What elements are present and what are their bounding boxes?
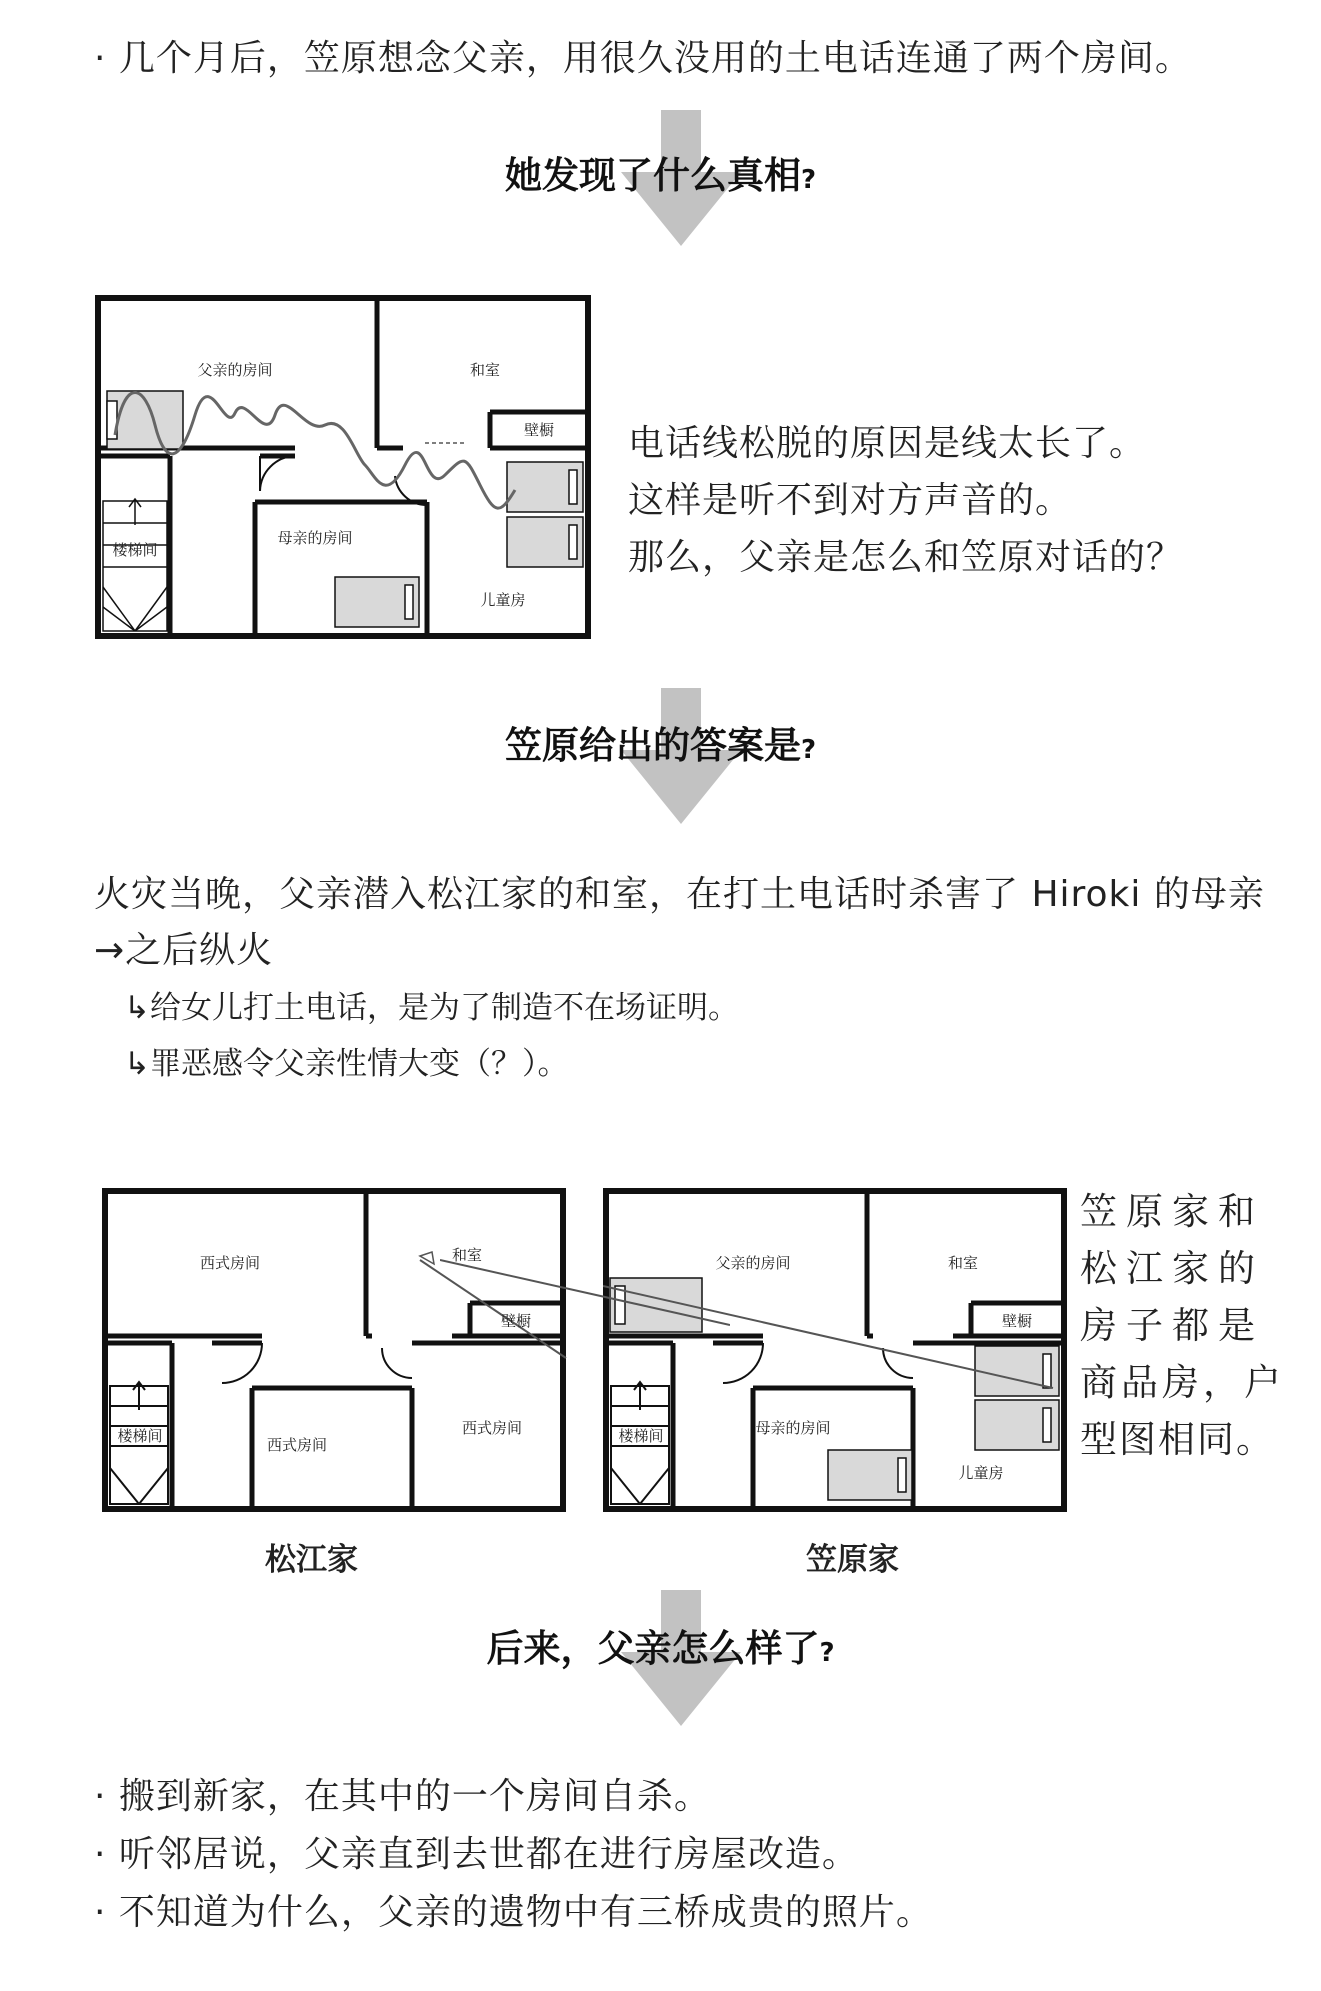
- sub-marker-icon: ↳: [124, 1046, 150, 1082]
- heading-answer: 笠原给出的答案是?: [504, 724, 817, 767]
- heading-after: 后来，父亲怎么样了?: [486, 1627, 835, 1670]
- room-label-father: 父亲的房间: [715, 1254, 791, 1272]
- room-label-mother: 母亲的房间: [755, 1419, 831, 1437]
- room-label-washitsu: 和室: [451, 1246, 483, 1264]
- room-label-stairs: 楼梯间: [618, 1427, 664, 1445]
- room-label-western1: 西式房间: [199, 1254, 261, 1272]
- cord-line-connector: [440, 1250, 730, 1330]
- room-label-stairs: 楼梯间: [117, 1427, 163, 1445]
- bullet: ·: [94, 38, 107, 79]
- outro-item: · 听邻居说，父亲直到去世都在进行房屋改造。: [94, 1834, 859, 1875]
- answer-line-1: 火灾当晚，父亲潜入松江家的和室，在打土电话时杀害了 Hiroki 的母亲: [94, 874, 1265, 915]
- room-label-father: 父亲的房间: [197, 361, 273, 379]
- room-label-closet: 壁橱: [523, 421, 555, 439]
- floor-plan-kasahara-cord: [95, 295, 595, 645]
- room-label-western3: 西式房间: [461, 1419, 523, 1437]
- caption-kasahara: 笠原家: [806, 1542, 899, 1578]
- outro-item: · 不知道为什么，父亲的遗物中有三桥成贵的照片。: [94, 1892, 933, 1933]
- room-label-western2: 西式房间: [266, 1436, 328, 1454]
- answer-sub-2: ↳罪恶感令父亲性情大变（？）。: [124, 1046, 569, 1082]
- room-label-stairs: 楼梯间: [112, 541, 158, 559]
- answer-sub-1: ↳给女儿打土电话，是为了制造不在场证明。: [124, 990, 739, 1026]
- room-label-washitsu: 和室: [469, 361, 501, 379]
- room-label-closet: 壁橱: [1001, 1312, 1033, 1330]
- room-label-kids: 儿童房: [480, 591, 526, 609]
- heading-truth: 她发现了什么真相?: [504, 154, 817, 197]
- answer-line-2: →之后纵火: [94, 930, 274, 971]
- intro-text: 几个月后，笠原想念父亲，用很久没用的土电话连通了两个房间。: [118, 38, 1192, 79]
- room-label-mother: 母亲的房间: [277, 529, 353, 547]
- sub-marker-icon: ↳: [124, 990, 150, 1026]
- room-label-closet: 壁橱: [500, 1312, 532, 1330]
- floor-plan-kasahara: [603, 1188, 1069, 1516]
- side-note: 笠原家和 松江家的 房子都是 商品房，户 型图相同。: [1080, 1190, 1285, 1461]
- outro-item: · 搬到新家，在其中的一个房间自杀。: [94, 1776, 711, 1817]
- plan1-explanation: 电话线松脱的原因是线太长了。 这样是听不到对方声音的。 那么，父亲是怎么和笠原对话的？: [628, 423, 1184, 578]
- room-label-kids: 儿童房: [958, 1464, 1004, 1482]
- floor-plan-matsue: [102, 1188, 568, 1516]
- caption-matsue: 松江家: [265, 1542, 358, 1578]
- room-label-washitsu: 和室: [947, 1254, 979, 1272]
- intro-line: [94, 30, 1192, 81]
